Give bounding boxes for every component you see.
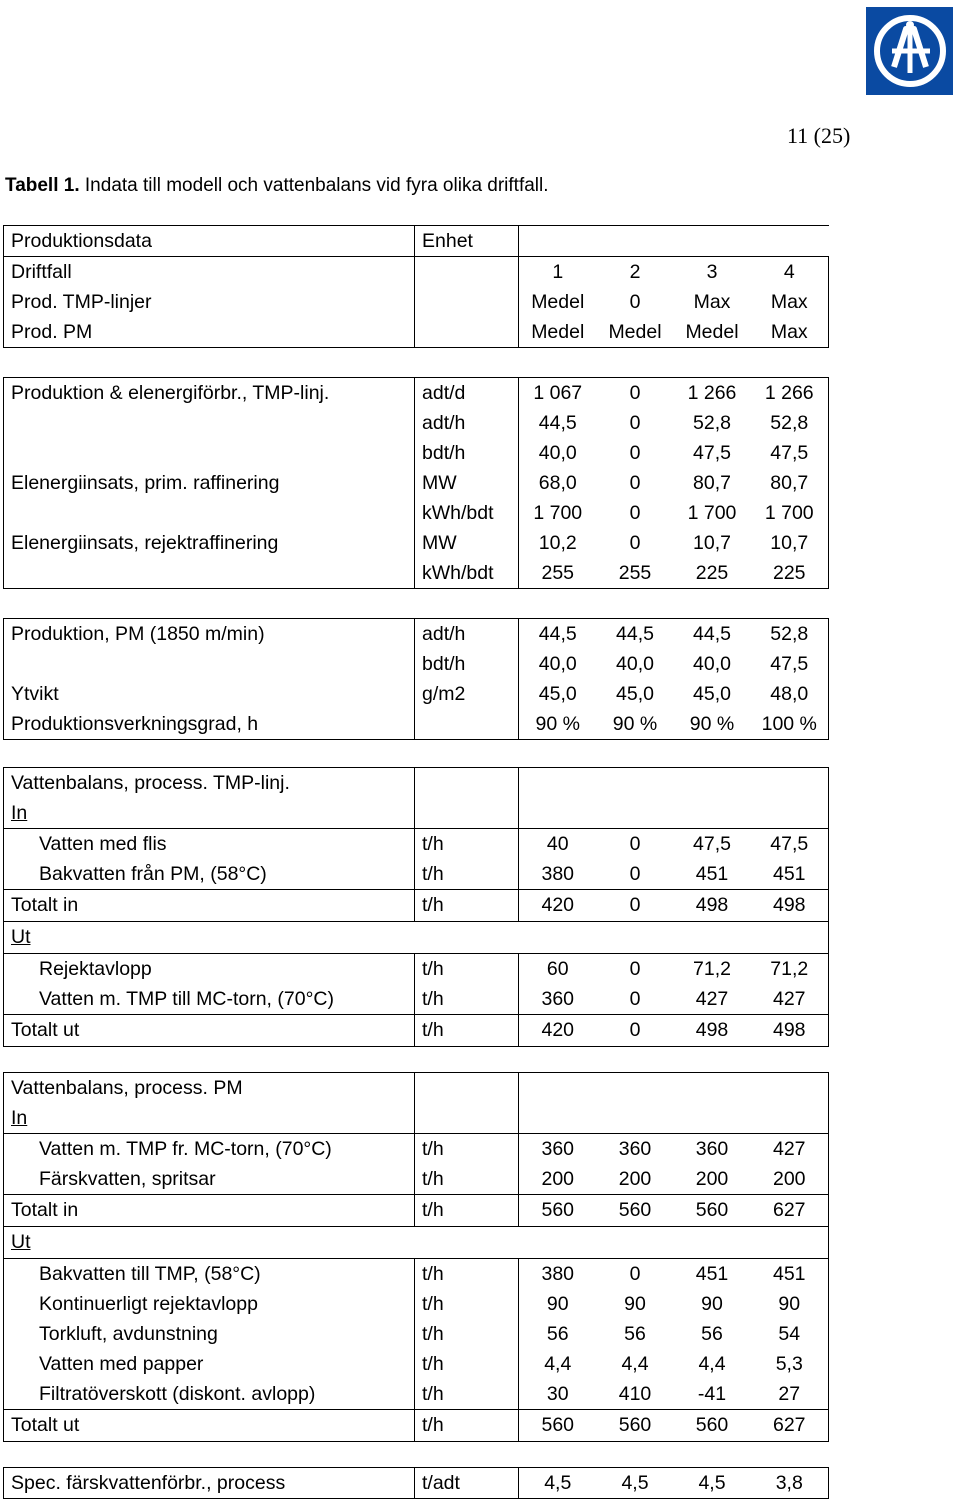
unit-cell: adt/h [415,619,519,650]
value-cell [597,1103,674,1134]
value-cell: 4,5 [519,1468,597,1499]
logo-emblem-icon [870,11,950,91]
value-cell: 52,8 [693,412,731,434]
value-cell: 0 [597,378,674,409]
row-label: Vatten med papper [4,1349,415,1379]
unit-cell [415,287,519,317]
value-cell: 627 [751,1410,829,1442]
value-cell: 45,0 [616,683,654,705]
table-row [4,498,829,528]
value-cell: 360 [519,1134,597,1165]
subheading-cell [4,1103,415,1134]
unit-cell: t/h [415,1134,519,1165]
table-row [4,408,829,438]
value-cell [674,1073,751,1104]
row-label [4,498,415,528]
table-row [4,768,829,799]
value-cell: 90 [701,1293,723,1315]
unit-cell: t/h [415,829,519,860]
unit-cell: t/h [415,1164,519,1195]
value-cell: 360 [695,1138,729,1160]
value-cell: 0 [597,859,674,890]
unit-cell [415,922,519,954]
value-cell [597,798,674,829]
value-cell: 420 [519,890,597,922]
unit-cell: t/adt [415,1468,519,1499]
table-row [4,954,829,985]
value-cell [519,798,597,829]
row-label: Torkluft, avdunstning [4,1319,415,1349]
value-cell: 47,5 [751,438,829,468]
row-label: Filtratöverskott (diskont. avlopp) [4,1379,415,1410]
value-cell: 90 [519,1289,597,1319]
table-caption [5,175,549,197]
value-cell: 560 [597,1410,674,1442]
caption-text: Indata till modell och vattenbalans vid fyra olika driftfall. [79,175,549,196]
value-cell: 40,0 [693,653,731,675]
value-cell: 1 700 [687,502,737,524]
value-cell: 5,3 [751,1349,829,1379]
subheading-ut: Ut [11,926,31,948]
value-cell: 0 [629,472,641,494]
row-label: Spec. färskvattenförbr., process [4,1468,415,1499]
total-label: Totalt in [4,890,415,922]
unit-cell: t/h [415,984,519,1015]
unit-cell [415,1073,519,1104]
subheading-in: In [11,1107,28,1129]
value-cell: Max [751,317,829,348]
row-label: Elenergiinsats, prim. raffinering [4,468,415,498]
value-cell: 560 [519,1195,597,1227]
value-cell: 60 [519,954,597,985]
value-cell: 90 [624,1293,646,1315]
subheading-in: In [11,802,28,824]
value-cell: 255 [519,558,597,589]
value-cell: 360 [618,1138,652,1160]
value-cell: 4 [751,257,829,288]
value-cell: 0 [629,532,641,554]
value-cell: 225 [751,558,829,589]
table-row [4,1164,829,1195]
row-label [4,649,415,679]
value-cell [751,922,829,954]
value-cell: 56 [701,1323,723,1345]
table-row [4,1468,829,1499]
row-label: Prod. PM [4,317,415,348]
value-cell: 498 [751,1015,829,1047]
unit-cell: t/h [415,890,519,922]
value-cell: 451 [674,859,751,890]
value-cell: 44,5 [519,408,597,438]
value-cell [519,1227,597,1259]
unit-cell: bdt/h [415,438,519,468]
table-row [4,1379,829,1410]
unit-cell [415,709,519,740]
row-label: Bakvatten från PM, (58°C) [4,859,415,890]
value-cell: 48,0 [751,679,829,709]
value-cell: 4,4 [519,1349,597,1379]
value-cell: 560 [674,1410,751,1442]
value-cell: 225 [674,558,751,589]
value-cell [597,1073,674,1104]
value-cell: 47,5 [693,833,731,855]
value-cell [674,1227,751,1259]
value-cell: Medel [519,287,597,317]
table-row [4,679,829,709]
value-cell: 427 [751,1134,829,1165]
value-cell: 68,0 [519,468,597,498]
subheading-cell [4,1227,415,1259]
table-row [4,438,829,468]
value-cell: 3 [674,257,751,288]
total-label: Totalt in [4,1195,415,1227]
unit-cell [415,768,519,799]
value-cell: 380 [519,1259,597,1290]
value-cell: 0 [597,984,674,1015]
table-row [4,1073,829,1104]
row-label: Elenergiinsats, rejektraffinering [4,528,415,558]
value-cell: Medel [674,317,751,348]
value-cell: 2 [597,257,674,288]
value-cell: 3,8 [751,1468,829,1499]
unit-cell: adt/d [415,378,519,409]
value-cell: 1 700 [751,498,829,528]
table-row [4,1289,829,1319]
value-cell [751,1227,829,1259]
value-cell: 200 [751,1164,829,1195]
value-cell [674,922,751,954]
table-row [4,378,829,409]
value-cell: Max [693,291,731,313]
value-cell: 40 [519,829,597,860]
value-cell: 90 % [674,709,751,740]
value-cell: 1 266 [751,378,829,409]
value-cell: 45,0 [519,679,597,709]
unit-cell: t/h [415,1289,519,1319]
subheading-ut: Ut [11,1231,31,1253]
value-cell: 44,5 [674,619,751,650]
value-cell: 80,7 [693,472,731,494]
value-cell: 627 [751,1195,829,1227]
value-cell [597,768,674,799]
table-row [4,528,829,558]
table-row [4,649,829,679]
value-cell: 47,5 [693,442,731,464]
table-row [4,890,829,922]
table-row [4,1134,829,1165]
value-cell [597,226,674,257]
unit-cell: t/h [415,1410,519,1442]
table-row [4,226,829,257]
value-cell: Medel [519,317,597,348]
value-cell [519,922,597,954]
value-cell: 0 [629,1263,641,1285]
value-cell [674,1103,751,1134]
value-cell [597,922,674,954]
unit-cell [415,1227,519,1259]
value-cell: 0 [629,833,641,855]
table-row [4,1319,829,1349]
unit-cell: kWh/bdt [415,498,519,528]
table-tmp-production [3,377,829,589]
value-cell: 80,7 [751,468,829,498]
page-number: 11 (25) [787,123,851,148]
total-label: Totalt ut [4,1410,415,1442]
value-cell: 0 [629,958,641,980]
unit-cell: t/h [415,1015,519,1047]
value-cell: 498 [674,890,751,922]
unit-cell: t/h [415,1259,519,1290]
value-cell: 427 [674,984,751,1015]
value-cell [751,798,829,829]
value-cell: 71,2 [751,954,829,985]
value-cell [751,768,829,799]
row-label: Vatten m. TMP fr. MC-torn, (70°C) [4,1134,415,1165]
value-cell: Medel [597,317,674,348]
value-cell: 0 [597,1015,674,1047]
value-cell: 90 % [519,709,597,740]
value-cell: 10,7 [751,528,829,558]
value-cell [519,1103,597,1134]
value-cell [519,1073,597,1104]
row-label [4,438,415,468]
section-heading: Vattenbalans, process. TMP-linj. [4,768,415,799]
unit-cell: g/m2 [415,679,519,709]
value-cell: 0 [629,442,641,464]
value-cell: 90 % [597,709,674,740]
unit-cell [415,317,519,348]
table-row [4,619,829,650]
row-label: Rejektavlopp [4,954,415,985]
row-label: Ytvikt [4,679,415,709]
subheading-cell [4,922,415,954]
section-heading: Vattenbalans, process. PM [4,1073,415,1104]
value-cell: 52,8 [751,619,829,650]
value-cell: 1 [519,257,597,288]
value-cell [597,1227,674,1259]
value-cell: 1 700 [519,498,597,528]
value-cell: 10,7 [693,532,731,554]
value-cell: Max [751,287,829,317]
unit-cell [415,1103,519,1134]
total-label: Totalt ut [4,1015,415,1047]
value-cell: 255 [597,558,674,589]
unit-cell [415,798,519,829]
value-cell: -41 [674,1379,751,1410]
row-label [4,408,415,438]
unit-cell: MW [415,528,519,558]
value-cell: 451 [751,1259,829,1290]
table-row [4,1195,829,1227]
value-cell: 52,8 [751,408,829,438]
table-row [4,317,829,348]
unit-cell: MW [415,468,519,498]
table-row [4,798,829,829]
value-cell: 30 [519,1379,597,1410]
row-label: Driftfall [4,257,415,288]
value-cell: 498 [751,890,829,922]
row-label: Bakvatten till TMP, (58°C) [4,1259,415,1290]
value-cell: 10,2 [519,528,597,558]
table-pm-production [3,618,829,740]
unit-cell: t/h [415,1319,519,1349]
value-cell: 200 [674,1164,751,1195]
value-cell: 4,4 [621,1353,649,1375]
unit-cell: t/h [415,1379,519,1410]
table-row [4,468,829,498]
value-cell: 40,0 [519,438,597,468]
value-cell: 4,5 [597,1468,674,1499]
value-cell [751,1073,829,1104]
value-cell: 27 [751,1379,829,1410]
unit-cell: t/h [415,1349,519,1379]
table-row [4,1227,829,1259]
unit-cell [415,257,519,288]
table-row [4,1410,829,1442]
value-cell: 56 [519,1319,597,1349]
unit-cell: bdt/h [415,649,519,679]
value-cell: 410 [597,1379,674,1410]
row-label: Färskvatten, spritsar [4,1164,415,1195]
subheading-cell [4,798,415,829]
row-label: Produktion & elenergiförbr., TMP-linj. [4,378,415,409]
value-cell: 45,0 [693,683,731,705]
value-cell: 360 [519,984,597,1015]
value-cell: 560 [519,1410,597,1442]
table-row [4,829,829,860]
table-row [4,922,829,954]
unit-cell: Enhet [415,226,519,257]
row-label: Produktionsdata [4,226,415,257]
row-label [4,558,415,589]
row-label: Kontinuerligt rejektavlopp [4,1289,415,1319]
value-cell: 0 [597,890,674,922]
value-cell: 4,5 [674,1468,751,1499]
value-cell: 200 [519,1164,597,1195]
table-water-balance-pm [3,1072,829,1442]
value-cell: 40,0 [616,653,654,675]
row-label: Produktionsverkningsgrad, h [4,709,415,740]
value-cell: 451 [695,1263,729,1285]
row-label: Prod. TMP-linjer [4,287,415,317]
table-fresh-water-consumption [3,1467,829,1499]
value-cell [674,768,751,799]
table-row [4,1015,829,1047]
table-row [4,1103,829,1134]
row-label: Vatten m. TMP till MC-torn, (70°C) [4,984,415,1015]
company-logo [866,7,953,95]
value-cell: 47,5 [751,649,829,679]
table-production-data [3,225,829,348]
value-cell [751,226,829,257]
value-cell: 1 067 [519,378,597,409]
caption-label: Tabell 1. [5,175,80,196]
value-cell: 40,0 [519,649,597,679]
value-cell: 560 [674,1195,751,1227]
value-cell: 100 % [751,709,829,740]
value-cell: 0 [629,412,641,434]
value-cell: 1 266 [674,378,751,409]
value-cell [751,1103,829,1134]
value-cell [674,226,751,257]
table-row [4,984,829,1015]
table-row [4,287,829,317]
value-cell: 0 [629,291,641,313]
table-row [4,257,829,288]
row-label: Produktion, PM (1850 m/min) [4,619,415,650]
value-cell: 380 [519,859,597,890]
value-cell: 44,5 [519,619,597,650]
value-cell: 56 [624,1323,646,1345]
table-row [4,709,829,740]
value-cell [674,798,751,829]
row-label: Vatten med flis [4,829,415,860]
unit-cell: adt/h [415,408,519,438]
value-cell: 47,5 [751,829,829,860]
value-cell: 90 [751,1289,829,1319]
value-cell: 427 [751,984,829,1015]
value-cell [519,768,597,799]
value-cell: 560 [597,1195,674,1227]
value-cell: 54 [751,1319,829,1349]
table-row [4,558,829,589]
value-cell: 451 [751,859,829,890]
value-cell: 420 [519,1015,597,1047]
unit-cell: kWh/bdt [415,558,519,589]
value-cell: 44,5 [597,619,674,650]
value-cell: 71,2 [693,958,731,980]
table-row [4,1349,829,1379]
value-cell: 4,4 [698,1353,726,1375]
value-cell: 200 [597,1164,674,1195]
value-cell: 0 [629,502,641,524]
value-cell: 498 [674,1015,751,1047]
value-cell [519,226,597,257]
unit-cell: t/h [415,859,519,890]
unit-cell: t/h [415,1195,519,1227]
table-row [4,1259,829,1290]
table-row [4,859,829,890]
table-water-balance-tmp [3,767,829,1047]
unit-cell: t/h [415,954,519,985]
